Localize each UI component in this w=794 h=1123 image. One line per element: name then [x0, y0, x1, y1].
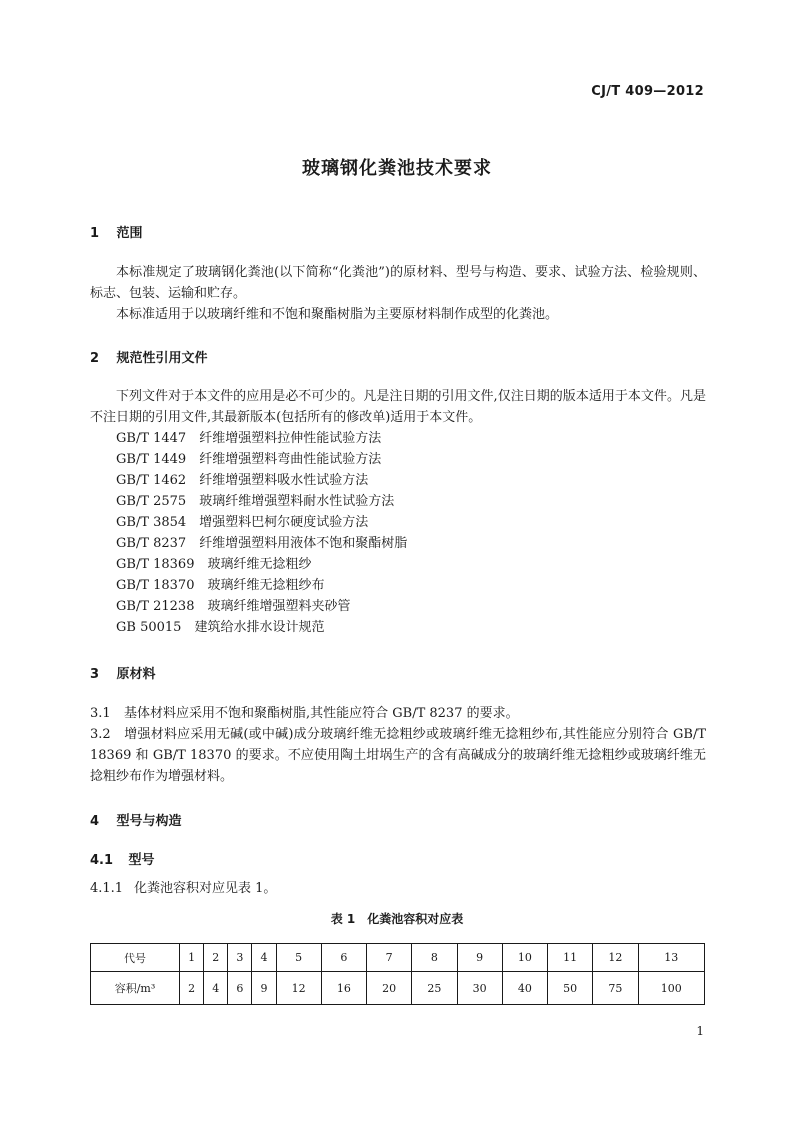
section-2-heading	[90, 347, 208, 366]
standard-code: CJ/T 409—2012	[591, 84, 704, 99]
paragraph: 本标准规定了玻璃钢化粪池(以下简称“化粪池”)的原材料、型号与构造、要求、试验方法、检验规则、标志、包装、运输和贮存。	[90, 265, 706, 301]
reference-item: GB/T 8237 纤维增强塑料用液体不饱和聚酯树脂	[116, 536, 408, 551]
table-cell: 30	[457, 972, 502, 1005]
paragraph: 下列文件对于本文件的应用是必不可少的。凡是注日期的引用文件,仅注日期的版本适用于本文件。凡是不注日期的引用文件,其最新版本(包括所有的修改单)适用于本文件。	[90, 389, 706, 425]
section-2-body	[90, 386, 706, 638]
reference-item: GB/T 21238 玻璃纤维增强塑料夹砂管	[116, 599, 351, 614]
clause-4-1-1	[90, 878, 706, 899]
reference-list	[90, 428, 706, 638]
table-cell: 13	[638, 944, 705, 972]
section-title: 规范性引用文件	[116, 351, 208, 366]
section-1-body	[90, 262, 706, 325]
reference-item: GB/T 18370 玻璃纤维无捻粗纱布	[116, 578, 325, 593]
reference-item: GB/T 2575 玻璃纤维增强塑料耐水性试验方法	[116, 494, 395, 509]
subsection-number: 4.1	[90, 853, 114, 868]
reference-item: GB/T 1462 纤维增强塑料吸水性试验方法	[116, 473, 369, 488]
section-1-heading	[90, 222, 143, 241]
section-title: 型号与构造	[116, 814, 182, 829]
subsection-title: 型号	[128, 853, 155, 868]
table-cell: 20	[367, 972, 412, 1005]
table-cell: 9	[457, 944, 502, 972]
table-row	[91, 944, 705, 972]
table-cell: 10	[502, 944, 547, 972]
clause-3-2: 3.2 增强材料应采用无碱(或中碱)成分玻璃纤维无捻粗纱或玻璃纤维无捻粗纱布,其性能应分别符合 GB/T 18369 和 GB/T 18370 的要求。不应使用陶土坩埚生产的含有高碱成分的玻璃纤维无捻粗纱或玻璃纤维无捻粗纱布作为增强材料。	[90, 727, 706, 784]
table-cell: 5	[276, 944, 321, 972]
section-number: 4	[90, 814, 100, 829]
table-cell: 50	[548, 972, 593, 1005]
table-cell: 6	[321, 944, 366, 972]
table-cell: 8	[412, 944, 457, 972]
clause-number: 4.1.1	[90, 881, 124, 896]
table-cell: 4	[204, 972, 228, 1005]
clause-3-1: 3.1 基体材料应采用不饱和聚酯树脂,其性能应符合 GB/T 8237 的要求。	[90, 706, 519, 721]
table-cell: 2	[180, 972, 204, 1005]
table-cell: 1	[180, 944, 204, 972]
table-cell: 75	[593, 972, 638, 1005]
section-3-heading	[90, 663, 156, 682]
reference-item: GB/T 1447 纤维增强塑料拉伸性能试验方法	[116, 431, 382, 446]
table-cell: 11	[548, 944, 593, 972]
subsection-4-1-heading	[90, 849, 155, 868]
section-number: 3	[90, 667, 100, 682]
table-cell: 7	[367, 944, 412, 972]
reference-item: GB 50015 建筑给水排水设计规范	[116, 620, 325, 635]
volume-table	[90, 943, 705, 1005]
table-row	[91, 972, 705, 1005]
paragraph: 本标准适用于以玻璃纤维和不饱和聚酯树脂为主要原材料制作成型的化粪池。	[116, 307, 559, 322]
row-header-volume: 容积/m³	[91, 972, 180, 1005]
clause-text: 化粪池容积对应见表 1。	[134, 881, 277, 896]
table-cell: 2	[204, 944, 228, 972]
section-number: 1	[90, 226, 100, 241]
table-cell: 40	[502, 972, 547, 1005]
table-cell: 6	[228, 972, 252, 1005]
table-cell: 9	[252, 972, 276, 1005]
table-cell: 100	[638, 972, 705, 1005]
table-cell: 4	[252, 944, 276, 972]
page-number: 1	[696, 1024, 704, 1038]
table-cell: 25	[412, 972, 457, 1005]
row-header-code: 代号	[91, 944, 180, 972]
reference-item: GB/T 18369 玻璃纤维无捻粗纱	[116, 557, 312, 572]
table-cell: 12	[276, 972, 321, 1005]
table-caption: 表 1 化粪池容积对应表	[330, 912, 464, 926]
table-cell: 16	[321, 972, 366, 1005]
section-number: 2	[90, 351, 100, 366]
reference-item: GB/T 3854 增强塑料巴柯尔硬度试验方法	[116, 515, 369, 530]
section-3-body	[90, 703, 706, 787]
section-4-heading	[90, 810, 182, 829]
document-title: 玻璃钢化粪池技术要求	[302, 158, 492, 179]
table-cell: 3	[228, 944, 252, 972]
table-cell: 12	[593, 944, 638, 972]
reference-item: GB/T 1449 纤维增强塑料弯曲性能试验方法	[116, 452, 382, 467]
section-title: 范围	[116, 226, 143, 241]
section-title: 原材料	[116, 667, 156, 682]
